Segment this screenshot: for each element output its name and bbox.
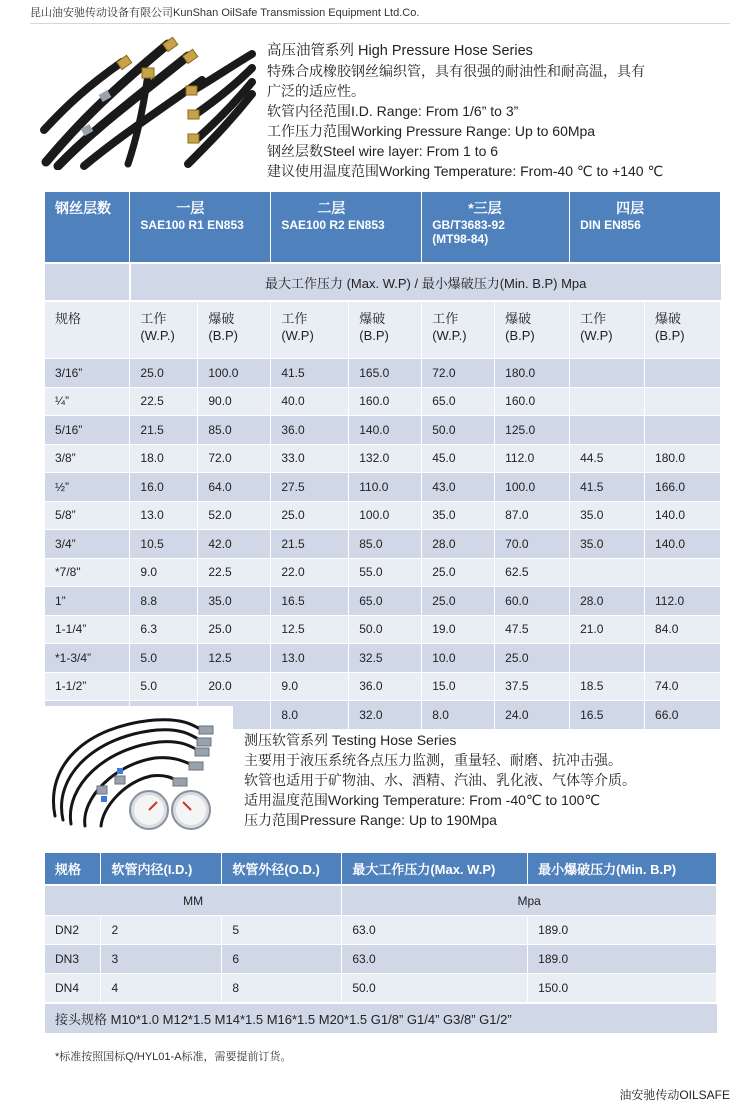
value-cell: 180.0 — [495, 359, 570, 388]
size-cell: 5/8” — [45, 501, 130, 530]
value-cell — [570, 416, 645, 445]
table-row — [45, 473, 721, 502]
value-cell: 13.0 — [130, 501, 198, 530]
value-cell: 85.0 — [349, 530, 422, 559]
value-cell: 110.0 — [349, 473, 422, 502]
column-header: 工作 (W.P.) — [422, 301, 495, 359]
high-pressure-spec-table — [45, 192, 721, 729]
value-cell: 33.0 — [271, 444, 349, 473]
size-cell: 1-1/4” — [45, 615, 130, 644]
table-cell: 150.0 — [528, 974, 717, 1004]
value-cell: 132.0 — [349, 444, 422, 473]
testing-hose-spec-table — [45, 853, 717, 1033]
testing-hose-photo — [45, 706, 233, 832]
table-cell: 4 — [101, 974, 222, 1004]
id-header: 软管内径(I.D.) — [101, 853, 222, 885]
intro-line: 软管内径范围I.D. Range: From 1/6” to 3” — [267, 103, 519, 119]
column-header: 爆破 (B.P) — [495, 301, 570, 359]
value-cell: 43.0 — [422, 473, 495, 502]
value-cell: 25.0 — [271, 501, 349, 530]
max-wp-header: 最大工作压力(Max. W.P) — [342, 853, 528, 885]
table-row — [45, 974, 717, 1004]
value-cell: 140.0 — [645, 530, 721, 559]
value-cell: 85.0 — [198, 416, 271, 445]
company-header: 昆山油安驰传动设备有限公司KunShan OilSafe Transmission Equipment Ltd.Co. — [30, 4, 730, 24]
layer-header: 钢丝层数 — [45, 192, 130, 263]
value-cell: 84.0 — [645, 615, 721, 644]
value-cell: 27.5 — [271, 473, 349, 502]
table-row — [45, 916, 717, 945]
value-cell: 8.0 — [271, 701, 349, 729]
value-cell: 160.0 — [495, 387, 570, 416]
table-cell: 3 — [101, 945, 222, 974]
value-cell: 24.0 — [495, 701, 570, 729]
value-cell: 10.5 — [130, 530, 198, 559]
value-cell: 25.0 — [495, 644, 570, 673]
value-cell: 45.0 — [422, 444, 495, 473]
value-cell: 5.0 — [130, 672, 198, 701]
value-cell: 90.0 — [198, 387, 271, 416]
layer2-header: 二层 SAE100 R2 EN853 — [271, 192, 422, 263]
value-cell: 22.5 — [130, 387, 198, 416]
value-cell: 16.0 — [130, 473, 198, 502]
value-cell: 44.5 — [570, 444, 645, 473]
table-row — [45, 587, 721, 616]
column-header: 工作 (W.P) — [271, 301, 349, 359]
unit-mpa: Mpa — [342, 885, 717, 916]
table-row — [45, 644, 721, 673]
size-cell: ½” — [45, 473, 130, 502]
value-cell: 13.0 — [271, 644, 349, 673]
value-cell: 47.5 — [495, 615, 570, 644]
value-cell: 32.5 — [349, 644, 422, 673]
value-cell: 18.0 — [130, 444, 198, 473]
size-cell: 5/16” — [45, 416, 130, 445]
value-cell: 65.0 — [349, 587, 422, 616]
value-cell: 5.0 — [130, 644, 198, 673]
table-row — [45, 359, 721, 388]
value-cell: 72.0 — [422, 359, 495, 388]
value-cell: 9.0 — [130, 558, 198, 587]
value-cell: 65.0 — [422, 387, 495, 416]
table-row — [45, 558, 721, 587]
value-cell: 28.0 — [570, 587, 645, 616]
value-cell: 10.0 — [422, 644, 495, 673]
size-cell: *1-3/4” — [45, 644, 130, 673]
value-cell: 36.0 — [271, 416, 349, 445]
value-cell: 19.0 — [422, 615, 495, 644]
min-bp-header: 最小爆破压力(Min. B.P) — [528, 853, 717, 885]
intro-line: 广泛的适应性。 — [267, 83, 365, 99]
value-cell: 22.0 — [271, 558, 349, 587]
value-cell: 25.0 — [422, 558, 495, 587]
table-cell: 63.0 — [342, 945, 528, 974]
size-cell: 1” — [45, 587, 130, 616]
section-title: 高压油管系列 High Pressure Hose Series — [267, 43, 533, 59]
table-row — [45, 530, 721, 559]
table-cell: 50.0 — [342, 974, 528, 1004]
value-cell: 22.5 — [198, 558, 271, 587]
high-pressure-intro — [267, 41, 663, 181]
value-cell: 112.0 — [645, 587, 721, 616]
value-cell — [645, 644, 721, 673]
table-row — [45, 945, 717, 974]
value-cell: 25.0 — [198, 615, 271, 644]
size-cell: 3/16” — [45, 359, 130, 388]
value-cell: 42.0 — [198, 530, 271, 559]
value-cell: 40.0 — [271, 387, 349, 416]
value-cell: 35.0 — [198, 587, 271, 616]
value-cell: 35.0 — [570, 530, 645, 559]
value-cell: 41.5 — [271, 359, 349, 388]
spec-label: 规格 — [45, 301, 130, 359]
table-cell: 5 — [222, 916, 342, 945]
table-cell: 8 — [222, 974, 342, 1004]
value-cell — [570, 387, 645, 416]
value-cell: 15.0 — [422, 672, 495, 701]
size-cell: ¼” — [45, 387, 130, 416]
value-cell: 64.0 — [198, 473, 271, 502]
value-cell: 25.0 — [130, 359, 198, 388]
value-cell — [645, 359, 721, 388]
table-row — [45, 615, 721, 644]
value-cell: 62.5 — [495, 558, 570, 587]
value-cell: 100.0 — [495, 473, 570, 502]
value-cell: 112.0 — [495, 444, 570, 473]
value-cell: 12.5 — [271, 615, 349, 644]
column-header: 工作 (W.P) — [570, 301, 645, 359]
value-cell: 140.0 — [349, 416, 422, 445]
table-cell: 189.0 — [528, 916, 717, 945]
footer-brand: 油安驰传动OILSAFE — [619, 1088, 730, 1102]
table-row — [45, 416, 721, 445]
layer3-header: *三层 GB/T3683-92 (MT98-84) — [422, 192, 570, 263]
value-cell: 16.5 — [271, 587, 349, 616]
table-row — [45, 672, 721, 701]
value-cell — [570, 558, 645, 587]
intro-line: 主要用于液压系统各点压力监测，重量轻、耐磨、抗冲击强。 — [244, 752, 622, 768]
intro-line: 特殊合成橡胶钢丝编织管，具有很强的耐油性和耐高温，具有 — [267, 63, 645, 79]
value-cell: 165.0 — [349, 359, 422, 388]
spec-header: 规格 — [45, 853, 101, 885]
value-cell: 50.0 — [422, 416, 495, 445]
column-header: 工作 (W.P.) — [130, 301, 198, 359]
value-cell — [570, 359, 645, 388]
intro-line: 压力范围Pressure Range: Up to 190Mpa — [244, 812, 497, 828]
size-cell: 3/4” — [45, 530, 130, 559]
value-cell: 25.0 — [422, 587, 495, 616]
intro-line: 适用温度范围Working Temperature: From -40℃ to 100℃ — [244, 792, 601, 808]
size-cell: *7/8" — [45, 558, 130, 587]
value-cell: 18.5 — [570, 672, 645, 701]
value-cell: 60.0 — [495, 587, 570, 616]
column-header: 爆破 (B.P) — [349, 301, 422, 359]
value-cell: 21.5 — [271, 530, 349, 559]
column-header: 爆破 (B.P) — [645, 301, 721, 359]
layer1-header: 一层 SAE100 R1 EN853 — [130, 192, 271, 263]
value-cell: 140.0 — [645, 501, 721, 530]
blank-cell — [45, 263, 130, 301]
value-cell — [645, 416, 721, 445]
value-cell: 74.0 — [645, 672, 721, 701]
value-cell: 35.0 — [570, 501, 645, 530]
value-cell — [645, 387, 721, 416]
table-row — [45, 387, 721, 416]
table-cell: DN4 — [45, 974, 101, 1004]
value-cell: 21.0 — [570, 615, 645, 644]
value-cell: 87.0 — [495, 501, 570, 530]
section-title: 测压软管系列 Testing Hose Series — [244, 732, 457, 748]
value-cell: 72.0 — [198, 444, 271, 473]
testing-hose-intro — [244, 730, 636, 830]
value-cell: 8.0 — [422, 701, 495, 729]
od-header: 软管外径(O.D.) — [222, 853, 342, 885]
table-row — [45, 444, 721, 473]
table-cell: 2 — [101, 916, 222, 945]
table-row — [45, 501, 721, 530]
value-cell: 52.0 — [198, 501, 271, 530]
value-cell — [570, 644, 645, 673]
table-cell: 6 — [222, 945, 342, 974]
intro-line: 工作压力范围Working Pressure Range: Up to 60Mpa — [267, 123, 596, 139]
value-cell: 100.0 — [349, 501, 422, 530]
intro-line: 建议使用温度范围Working Temperature: From-40 ℃ to +140 ℃ — [267, 163, 664, 179]
value-cell: 41.5 — [570, 473, 645, 502]
value-cell: 36.0 — [349, 672, 422, 701]
value-cell: 66.0 — [645, 701, 721, 729]
value-cell: 50.0 — [349, 615, 422, 644]
footnote: *标准按照国标Q/HYL01-A标准，需要提前订货。 — [55, 1051, 292, 1063]
value-cell: 100.0 — [198, 359, 271, 388]
value-cell: 70.0 — [495, 530, 570, 559]
value-cell: 9.0 — [271, 672, 349, 701]
value-cell: 160.0 — [349, 387, 422, 416]
value-cell: 37.5 — [495, 672, 570, 701]
pressure-caption: 最大工作压力 (Max. W.P) / 最小爆破压力(Min. B.P) Mpa — [130, 263, 721, 301]
value-cell: 21.5 — [130, 416, 198, 445]
table-cell: DN3 — [45, 945, 101, 974]
high-pressure-hose-photo — [38, 34, 256, 170]
value-cell: 8.8 — [130, 587, 198, 616]
value-cell — [645, 558, 721, 587]
value-cell: 6.3 — [130, 615, 198, 644]
layer4-header: 四层 DIN EN856 — [570, 192, 721, 263]
intro-line: 软管也适用于矿物油、水、酒精、汽油、乳化液、气体等介质。 — [244, 772, 636, 788]
unit-mm: MM — [45, 885, 342, 916]
connector-spec: 接头规格 M10*1.0 M12*1.5 M14*1.5 M16*1.5 M20*1.5 G1/8” G1/4” G3/8” G1/2” — [45, 1003, 717, 1033]
value-cell: 125.0 — [495, 416, 570, 445]
value-cell: 166.0 — [645, 473, 721, 502]
value-cell: 28.0 — [422, 530, 495, 559]
table-cell: 189.0 — [528, 945, 717, 974]
value-cell: 16.5 — [570, 701, 645, 729]
size-cell: 3/8” — [45, 444, 130, 473]
intro-line: 钢丝层数Steel wire layer: From 1 to 6 — [267, 143, 499, 159]
value-cell: 35.0 — [422, 501, 495, 530]
table-cell: DN2 — [45, 916, 101, 945]
table-cell: 63.0 — [342, 916, 528, 945]
value-cell: 180.0 — [645, 444, 721, 473]
value-cell: 12.5 — [198, 644, 271, 673]
value-cell: 20.0 — [198, 672, 271, 701]
value-cell: 32.0 — [349, 701, 422, 729]
size-cell: 1-1/2” — [45, 672, 130, 701]
value-cell: 55.0 — [349, 558, 422, 587]
column-header: 爆破 (B.P) — [198, 301, 271, 359]
